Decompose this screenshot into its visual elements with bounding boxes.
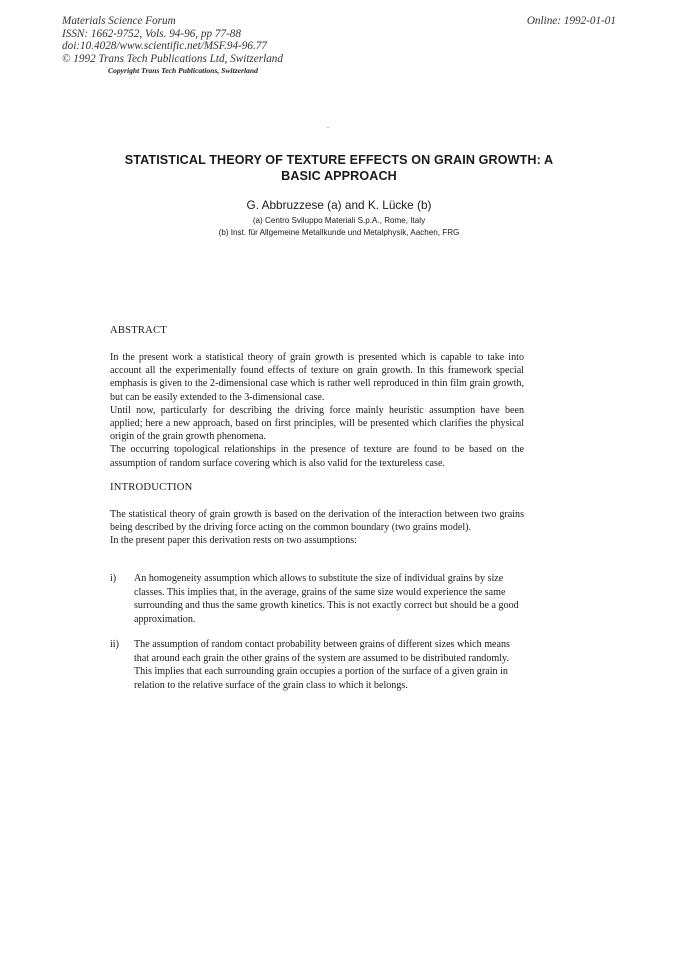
abstract-paragraph-2: Until now, particularly for describing the driving force mainly heuristic assumption have been applied; here a new approach, based on first principles, will be presented which clarifies the physical origin of the grain growth phenomena. [110, 404, 524, 443]
issn-line: ISSN: 1662-9752, Vols. 94-96, pp 77-88 [62, 27, 241, 40]
title-line-1: STATISTICAL THEORY OF TEXTURE EFFECTS ON GRAIN GROWTH: A [124, 153, 554, 167]
online-date: Online: 1992-01-01 [526, 15, 616, 27]
list-item [110, 638, 524, 692]
abstract-paragraph-1: In the present work a statistical theory of grain growth is presented which is capable to take into account all the experimentally found effects of texture on grain growth. In this framework special emphasis is given to the 2-dimensional case which is rather well reproduced in thin film grain growth, but can be easily extended to the 3-dimensional case. [110, 352, 524, 403]
abstract-paragraph-3: The occurring topological relationships in the presence of texture are found to be based on the assumption of random surface covering which is also valid for the textureless case. [110, 444, 524, 469]
introduction-heading: INTRODUCTION [110, 482, 193, 493]
list-marker: ii) [110, 639, 119, 650]
copyright-line: © 1992 Trans Tech Publications Ltd, Switzerland [62, 52, 283, 65]
introduction-paragraph-2: In the present paper this derivation rests on two assumptions: [110, 535, 357, 547]
publication-meta [62, 15, 283, 65]
affiliation-a: (a) Centro Sviluppo Materiali S.p.A., Rome, Italy [252, 216, 426, 225]
doi-line: doi:10.4028/www.scientific.net/MSF.94-96.77 [62, 40, 267, 53]
list-item [110, 572, 524, 626]
authors: G. Abbruzzese (a) and K. Lücke (b) [246, 198, 432, 212]
abstract-heading: ABSTRACT [110, 325, 167, 336]
list-item-text: The assumption of random contact probability between grains of different sizes which means that around each grain the other grains of the system are assumed to be distributed randomly. This implies that each surrounding grain occupies a portion of the surface of a given grain in relation to the relative surface of the grain class to which it belongs. [134, 639, 510, 691]
title-line-2: BASIC APPROACH [281, 169, 397, 183]
scan-speck [327, 127, 329, 128]
list-marker: i) [110, 573, 117, 584]
introduction-body [110, 508, 524, 548]
list-item-text: An homogeneity assumption which allows to substitute the size of individual grains by size classes. This implies that, in the average, grains of the same size would experience the same surrounding and thus the same growth kinetics. This is not exactly correct but should be a good approximation. [134, 573, 519, 625]
introduction-paragraph-1: The statistical theory of grain growth is based on the derivation of the interaction between two grains being described by the driving force acting on the common boundary (two grains model). [110, 509, 524, 534]
affiliation-b: (b) Inst. für Allgemeine Metallkunde und Metalphysik, Aachen, FRG [218, 228, 460, 237]
journal-name: Materials Science Forum [62, 15, 176, 27]
paper-title [60, 152, 618, 184]
abstract-body [110, 351, 524, 470]
print-copyright-notice: Copyright Trans Tech Publications, Switzerland [108, 66, 258, 75]
